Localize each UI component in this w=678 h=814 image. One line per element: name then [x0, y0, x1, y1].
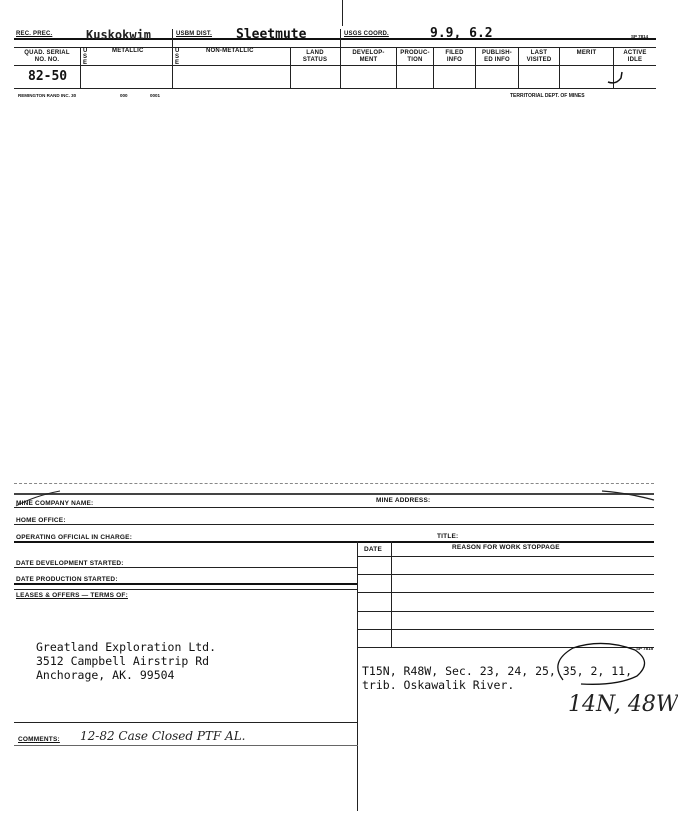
date-development-label: DATE DEVELOPMENT STARTED:: [16, 560, 124, 567]
home-office-label: HOME OFFICE:: [16, 517, 66, 524]
rec-prec-value: Kuskokwim: [86, 28, 152, 42]
location-line-1: T15N, R48W, Sec. 23, 24, 25, 35, 2, 11,: [362, 664, 633, 678]
quad-serial-label: QUAD. SERIAL: [24, 50, 70, 56]
quad-serial-header: [16, 50, 78, 64]
title-label: TITLE:: [437, 533, 459, 540]
production-header: PRODUC- TION: [400, 50, 430, 63]
usbm-dist-label: USBM DIST.: [176, 31, 213, 37]
non-metallic-header: NON-METALLIC: [206, 48, 254, 54]
company-line-3: Anchorage, AK. 99504: [36, 668, 175, 682]
use-letters-metallic: U S E: [83, 48, 88, 66]
filed-info-header: FILED INFO: [445, 50, 464, 63]
circle-annotation: [545, 640, 655, 690]
use-letters-nonmetallic: U S E: [175, 48, 180, 66]
date-header: DATE: [364, 546, 383, 553]
usbm-dist-value: Sleetmute: [236, 27, 307, 42]
handwritten-location: 14N, 48W: [568, 692, 678, 717]
footer-code-2: 0001: [150, 93, 161, 98]
bottom-form-number: SP 7815: [636, 646, 654, 651]
metallic-header: METALLIC: [112, 48, 144, 54]
top-form-number: SP 7814: [631, 34, 649, 39]
printer-credit: REMINGTON RAND INC. 30: [18, 93, 77, 98]
land-status-header: LAND STATUS: [302, 50, 328, 63]
reason-header: REASON FOR WORK STOPPAGE: [452, 544, 560, 551]
operating-official-label: OPERATING OFFICIAL IN CHARGE:: [16, 534, 133, 541]
check-mark-icon: [606, 70, 628, 86]
leases-offers-label: LEASES & OFFERS — TERMS OF:: [16, 592, 128, 599]
company-line-2: 3512 Campbell Airstrip Rd: [36, 654, 210, 668]
mine-company-label: MINE COMPANY NAME:: [16, 500, 94, 507]
rec-prec-label: REC. PREC.: [16, 31, 53, 37]
usgs-coord-label: USGS COORD.: [344, 31, 389, 37]
comments-label: COMMENTS:: [18, 736, 60, 743]
company-line-1: Greatland Exploration Ltd.: [36, 640, 217, 654]
development-header: DEVELOP- MENT: [352, 50, 385, 63]
last-visited-header: LAST VISITED: [526, 50, 552, 63]
active-idle-header: ACTIVE IDLE: [623, 50, 647, 63]
pen-stroke-right: [600, 488, 656, 502]
footer-code-1: 000: [120, 93, 128, 98]
merit-header: MERIT: [576, 50, 597, 56]
no-no-label: NO. NO.: [34, 57, 60, 63]
comments-value: 12-82 Case Closed PTF AL.: [80, 729, 246, 743]
quad-value: 82-50: [28, 69, 68, 84]
mine-address-label: MINE ADDRESS:: [376, 497, 431, 504]
published-info-header: PUBLISH- ED INFO: [482, 50, 512, 63]
location-line-2: trib. Oskawalik River.: [362, 678, 515, 692]
date-production-label: DATE PRODUCTION STARTED:: [16, 576, 118, 583]
usgs-coord-value: 9.9, 6.2: [430, 26, 493, 41]
territorial-dept: TERRITORIAL DEPT. OF MINES: [510, 93, 585, 99]
